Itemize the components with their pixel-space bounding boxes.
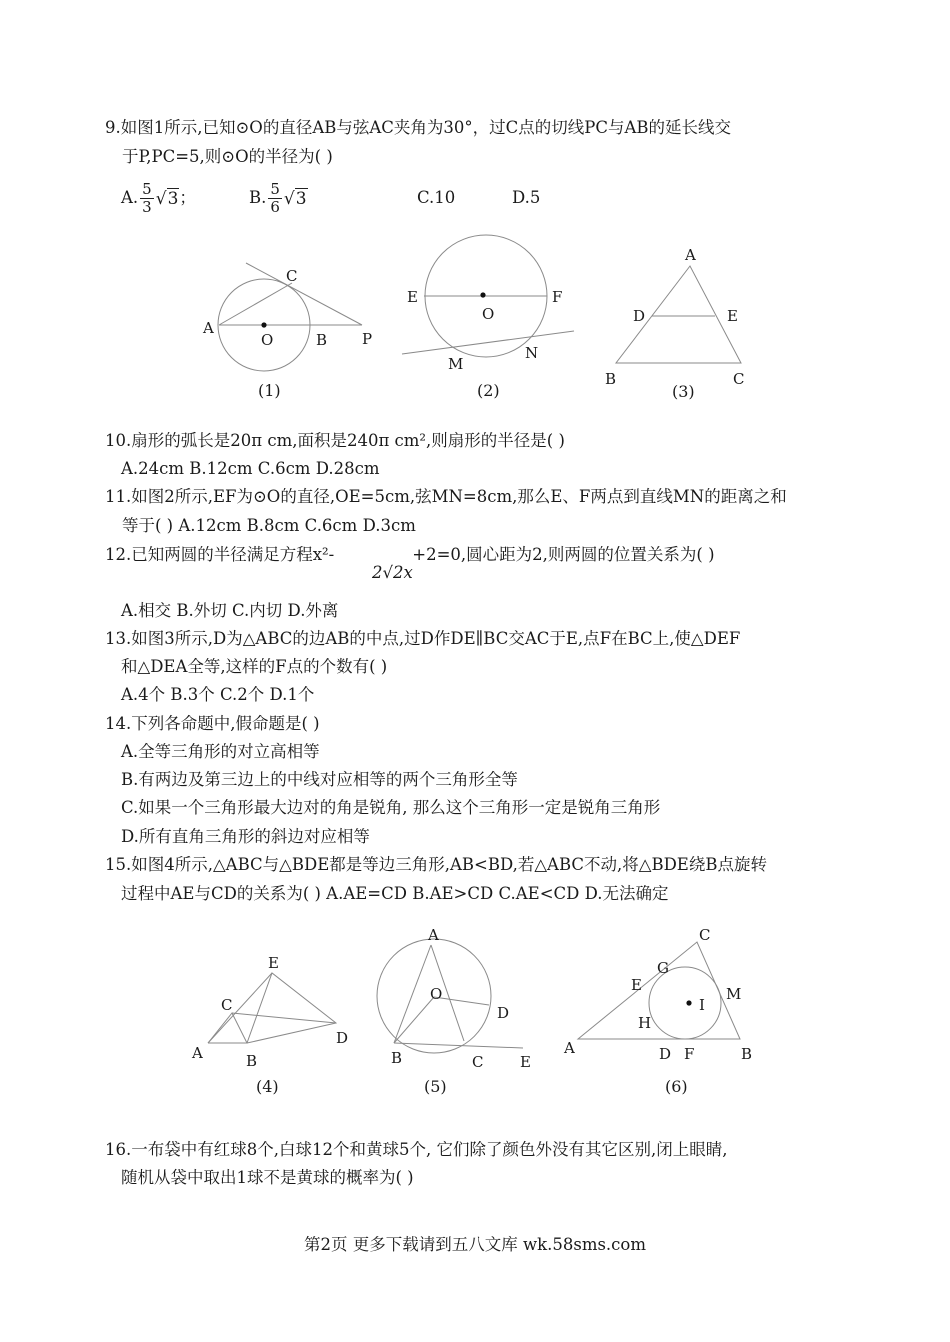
q9-option-b: B. $\frac{5}{6}$ √3	[249, 180, 307, 216]
fig5-label-d: D	[497, 1004, 510, 1022]
fig4-segment-cd	[232, 1013, 336, 1023]
q12-text-b: +2=0,圆心距为2,则两圆的位置关系为( )	[412, 545, 715, 564]
fig5-caption: (5)	[424, 1077, 447, 1096]
fig3-label-e: E	[727, 307, 738, 325]
q9-option-c: C.10	[417, 188, 456, 207]
fig6-incircle	[649, 967, 721, 1039]
fig2-line-mn	[402, 331, 574, 354]
fig2-label-o: O	[482, 305, 495, 323]
fig1-center-dot	[261, 322, 266, 327]
fig6-triangle	[578, 942, 740, 1039]
q12-text-a: 12.已知两圆的半径满足方程x²-	[105, 545, 335, 564]
fig3-caption: (3)	[672, 382, 695, 401]
fig6-label-a: A	[564, 1039, 575, 1057]
q14-option-c: C.如果一个三角形最大边对的角是锐角, 那么这个三角形一定是锐角三角形	[121, 798, 661, 817]
fig2-caption: (2)	[477, 381, 500, 400]
fig6-incenter-dot	[686, 1000, 691, 1005]
q16-line1: 16.一布袋中有红球8个,白球12个和黄球5个, 它们除了颜色外没有其它区别,闭上眼睛,	[105, 1140, 728, 1159]
q12-line1	[105, 545, 715, 565]
fig1-caption: (1)	[258, 381, 281, 400]
q10-line1: 10.扇形的弧长是20π cm,面积是240π cm²,则扇形的半径是( )	[105, 431, 565, 450]
fig6-label-i: I	[699, 996, 705, 1014]
fig1-tangent-pc	[246, 263, 362, 325]
q9-option-d: D.5	[512, 188, 541, 207]
fig2-label-f: F	[552, 288, 563, 306]
q11-line2: 等于( ) A.12cm B.8cm C.6cm D.3cm	[122, 516, 416, 535]
fig2-label-e: E	[407, 288, 418, 306]
q9-line1: 9.如图1所示,已知⊙O的直径AB与弦AC夹角为30°，过C点的切线PC与AB的延长线交	[105, 118, 732, 137]
fig4-label-c: C	[221, 996, 233, 1014]
fig3-label-c: C	[733, 370, 745, 388]
q16-line2: 随机从袋中取出1球不是黄球的概率为( )	[121, 1168, 414, 1187]
figure-6	[563, 926, 752, 1096]
fig2-center-dot	[480, 292, 485, 297]
fig5-label-a: A	[428, 926, 439, 944]
fig1-label-a: A	[203, 319, 214, 337]
fig6-label-h: H	[638, 1014, 652, 1032]
fig3-label-b: B	[605, 370, 617, 388]
fig6-caption: (6)	[665, 1077, 688, 1096]
page-footer: 第2页 更多下载请到五八文库 wk.58sms.com	[304, 1235, 646, 1254]
fig6-label-f: F	[684, 1045, 695, 1063]
q12-radical-fragment: 2√2x	[372, 563, 413, 582]
fig6-label-e: E	[631, 976, 642, 994]
q14-option-d: D.所有直角三角形的斜边对应相等	[121, 827, 370, 846]
figure-4	[191, 954, 348, 1096]
fig4-segment-ae	[208, 973, 272, 1043]
q13-line1: 13.如图3所示,D为△ABC的边AB的中点,过D作DE∥BC交AC于E,点F在BC上,使△DEF	[105, 629, 741, 648]
q13-line2: 和△DEA全等,这样的F点的个数有( )	[121, 657, 388, 676]
fig5-label-b: B	[391, 1049, 403, 1067]
fig4-caption: (4)	[256, 1077, 279, 1096]
fig5-segment-bo	[394, 997, 434, 1043]
fig3-label-a: A	[685, 246, 696, 264]
fig5-label-e: E	[520, 1053, 531, 1071]
q14-option-b: B.有两边及第三边上的中线对应相等的两个三角形全等	[121, 770, 518, 789]
figure-5	[377, 926, 531, 1096]
q13-options: A.4个 B.3个 C.2个 D.1个	[121, 685, 315, 704]
q9-line2: 于P,PC=5,则⊙O的半径为( )	[122, 147, 333, 166]
fig3-label-d: D	[633, 307, 646, 325]
q14-option-a: A.全等三角形的对立高相等	[121, 742, 320, 761]
q15-line2: 过程中AE与CD的关系为( ) A.AE=CD B.AE>CD C.AE<CD D.无法确定	[121, 884, 669, 903]
fig4-label-a: A	[192, 1044, 203, 1062]
q10-options: A.24cm B.12cm C.6cm D.28cm	[121, 459, 380, 478]
q12-options: A.相交 B.外切 C.内切 D.外离	[121, 601, 339, 620]
fig1-chord-ac	[219, 283, 292, 325]
figure-3	[605, 246, 744, 401]
fig4-label-d: D	[336, 1029, 349, 1047]
fig1-label-p: P	[362, 330, 373, 348]
fig5-label-o: O	[430, 985, 443, 1003]
fig1-label-b: B	[316, 331, 328, 349]
fig5-chord-ba	[394, 945, 431, 1043]
q9-option-a: A. $\frac{5}{3}$ √3；	[121, 180, 196, 216]
fig6-label-d: D	[659, 1045, 672, 1063]
q15-line1: 15.如图4所示,△ABC与△BDE都是等边三角形,AB<BD,若△ABC不动,将△BDE绕B点旋转	[105, 855, 767, 874]
figure-2	[402, 235, 574, 400]
fig4-triangle-bde	[247, 973, 336, 1043]
fig4-label-e: E	[268, 954, 279, 972]
fig6-label-b: B	[741, 1045, 753, 1063]
fig1-label-o: O	[261, 331, 274, 349]
figure-1	[202, 263, 372, 400]
q11-line1: 11.如图2所示,EF为⊙O的直径,OE=5cm,弦MN=8cm,那么E、F两点到直线MN的距离之和	[105, 487, 787, 506]
fig6-label-m: M	[726, 985, 742, 1003]
fig2-label-m: M	[448, 355, 464, 373]
fig6-label-g: G	[657, 959, 669, 977]
fig6-label-c: C	[699, 926, 711, 944]
q14-line1: 14.下列各命题中,假命题是( )	[105, 714, 320, 733]
fig4-label-b: B	[246, 1052, 258, 1070]
fig4-triangle-abc	[208, 1013, 247, 1043]
fig1-label-c: C	[286, 267, 298, 285]
fig5-label-c: C	[472, 1053, 484, 1071]
fig2-label-n: N	[525, 344, 539, 362]
